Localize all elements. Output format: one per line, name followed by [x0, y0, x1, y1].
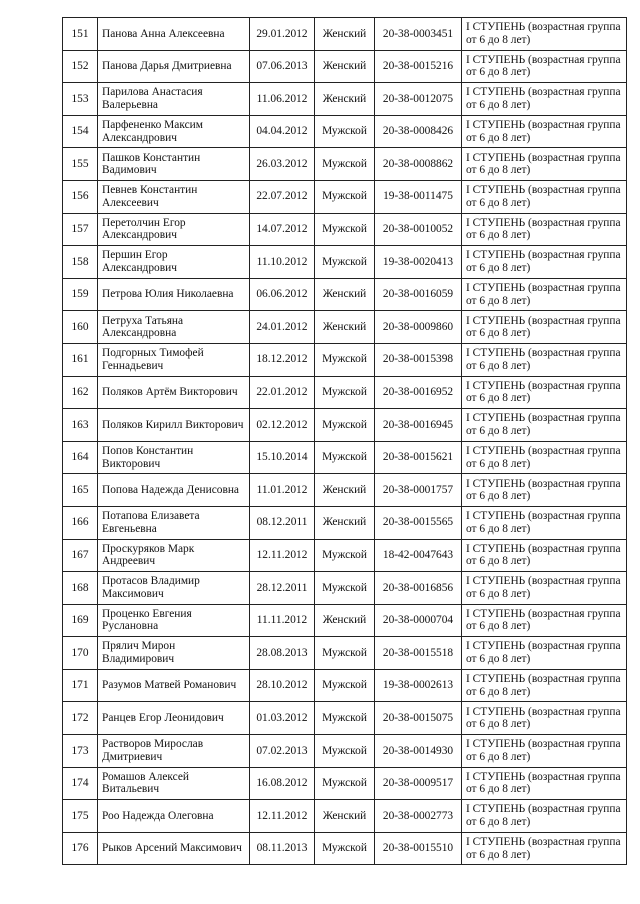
gto-level-cell: I СТУПЕНЬ (возрастная группа от 6 до 8 лет)	[462, 376, 627, 409]
row-number-cell: 158	[63, 246, 98, 279]
table-row	[63, 832, 627, 865]
full-name-cell: Ранцев Егор Леонидович	[98, 702, 250, 735]
gender-cell: Мужской	[315, 148, 375, 181]
full-name-cell: Пашков Константин Вадимович	[98, 148, 250, 181]
uin-number-cell: 20-38-0008426	[375, 115, 462, 148]
gender-cell: Мужской	[315, 246, 375, 279]
row-number-cell: 154	[63, 115, 98, 148]
row-number-cell: 164	[63, 441, 98, 474]
table-row	[63, 539, 627, 572]
birth-date-cell: 12.11.2012	[250, 800, 315, 833]
full-name-cell: Певнев Константин Алексеевич	[98, 180, 250, 213]
row-number-cell: 174	[63, 767, 98, 800]
uin-number-cell: 20-38-0015216	[375, 50, 462, 83]
gto-level-cell: I СТУПЕНЬ (возрастная группа от 6 до 8 лет)	[462, 18, 627, 51]
uin-number-cell: 20-38-0016059	[375, 278, 462, 311]
uin-number-cell: 20-38-0001757	[375, 474, 462, 507]
full-name-cell: Растворов Мирослав Дмитриевич	[98, 735, 250, 768]
row-number-cell: 159	[63, 278, 98, 311]
birth-date-cell: 26.03.2012	[250, 148, 315, 181]
table-row	[63, 409, 627, 442]
full-name-cell: Петруха Татьяна Александровна	[98, 311, 250, 344]
gto-level-cell: I СТУПЕНЬ (возрастная группа от 6 до 8 лет)	[462, 539, 627, 572]
full-name-cell: Першин Егор Александрович	[98, 246, 250, 279]
birth-date-cell: 22.01.2012	[250, 376, 315, 409]
gto-level-cell: I СТУПЕНЬ (возрастная группа от 6 до 8 лет)	[462, 735, 627, 768]
birth-date-cell: 01.03.2012	[250, 702, 315, 735]
uin-number-cell: 20-38-0016945	[375, 409, 462, 442]
uin-number-cell: 20-38-0015398	[375, 343, 462, 376]
uin-number-cell: 20-38-0003451	[375, 18, 462, 51]
table-row	[63, 148, 627, 181]
gender-cell: Мужской	[315, 572, 375, 605]
full-name-cell: Парфененко Максим Александрович	[98, 115, 250, 148]
full-name-cell: Рыков Арсений Максимович	[98, 832, 250, 865]
gender-cell: Женский	[315, 506, 375, 539]
gto-level-cell: I СТУПЕНЬ (возрастная группа от 6 до 8 лет)	[462, 572, 627, 605]
full-name-cell: Потапова Елизавета Евгеньевна	[98, 506, 250, 539]
table-row	[63, 735, 627, 768]
full-name-cell: Подгорных Тимофей Геннадьевич	[98, 343, 250, 376]
table-row	[63, 278, 627, 311]
row-number-cell: 172	[63, 702, 98, 735]
birth-date-cell: 16.08.2012	[250, 767, 315, 800]
uin-number-cell: 19-38-0020413	[375, 246, 462, 279]
gto-level-cell: I СТУПЕНЬ (возрастная группа от 6 до 8 лет)	[462, 83, 627, 116]
gto-level-cell: I СТУПЕНЬ (возрастная группа от 6 до 8 лет)	[462, 604, 627, 637]
row-number-cell: 166	[63, 506, 98, 539]
table-row	[63, 246, 627, 279]
uin-number-cell: 20-38-0014930	[375, 735, 462, 768]
table-row	[63, 18, 627, 51]
table-row	[63, 83, 627, 116]
table-row	[63, 115, 627, 148]
gender-cell: Мужской	[315, 115, 375, 148]
full-name-cell: Перетолчин Егор Александрович	[98, 213, 250, 246]
full-name-cell: Попова Надежда Денисовна	[98, 474, 250, 507]
gto-level-cell: I СТУПЕНЬ (возрастная группа от 6 до 8 лет)	[462, 702, 627, 735]
birth-date-cell: 14.07.2012	[250, 213, 315, 246]
gender-cell: Женский	[315, 18, 375, 51]
gender-cell: Женский	[315, 474, 375, 507]
gto-level-cell: I СТУПЕНЬ (возрастная группа от 6 до 8 лет)	[462, 767, 627, 800]
table-row	[63, 311, 627, 344]
full-name-cell: Протасов Владимир Максимович	[98, 572, 250, 605]
gender-cell: Мужской	[315, 213, 375, 246]
birth-date-cell: 18.12.2012	[250, 343, 315, 376]
uin-number-cell: 20-38-0009860	[375, 311, 462, 344]
gto-level-cell: I СТУПЕНЬ (возрастная группа от 6 до 8 лет)	[462, 343, 627, 376]
row-number-cell: 152	[63, 50, 98, 83]
gto-level-cell: I СТУПЕНЬ (возрастная группа от 6 до 8 лет)	[462, 637, 627, 670]
birth-date-cell: 11.01.2012	[250, 474, 315, 507]
gender-cell: Мужской	[315, 832, 375, 865]
full-name-cell: Поляков Артём Викторович	[98, 376, 250, 409]
full-name-cell: Парилова Анастасия Валерьевна	[98, 83, 250, 116]
row-number-cell: 151	[63, 18, 98, 51]
table-row	[63, 637, 627, 670]
birth-date-cell: 11.11.2012	[250, 604, 315, 637]
table-row	[63, 441, 627, 474]
table-row	[63, 767, 627, 800]
uin-number-cell: 19-38-0002613	[375, 669, 462, 702]
full-name-cell: Попов Константин Викторович	[98, 441, 250, 474]
birth-date-cell: 28.10.2012	[250, 669, 315, 702]
row-number-cell: 163	[63, 409, 98, 442]
birth-date-cell: 29.01.2012	[250, 18, 315, 51]
row-number-cell: 153	[63, 83, 98, 116]
uin-number-cell: 20-38-0016952	[375, 376, 462, 409]
gto-level-cell: I СТУПЕНЬ (возрастная группа от 6 до 8 лет)	[462, 180, 627, 213]
uin-number-cell: 20-38-0015518	[375, 637, 462, 670]
gto-level-cell: I СТУПЕНЬ (возрастная группа от 6 до 8 лет)	[462, 213, 627, 246]
gto-level-cell: I СТУПЕНЬ (возрастная группа от 6 до 8 лет)	[462, 311, 627, 344]
birth-date-cell: 02.12.2012	[250, 409, 315, 442]
uin-number-cell: 19-38-0011475	[375, 180, 462, 213]
table-row	[63, 180, 627, 213]
full-name-cell: Панова Дарья Дмитриевна	[98, 50, 250, 83]
full-name-cell: Роо Надежда Олеговна	[98, 800, 250, 833]
birth-date-cell: 08.12.2011	[250, 506, 315, 539]
full-name-cell: Прялич Мирон Владимирович	[98, 637, 250, 670]
gto-level-cell: I СТУПЕНЬ (возрастная группа от 6 до 8 лет)	[462, 832, 627, 865]
uin-number-cell: 20-38-0015075	[375, 702, 462, 735]
row-number-cell: 165	[63, 474, 98, 507]
full-name-cell: Проценко Евгения Руслановна	[98, 604, 250, 637]
birth-date-cell: 24.01.2012	[250, 311, 315, 344]
birth-date-cell: 22.07.2012	[250, 180, 315, 213]
row-number-cell: 162	[63, 376, 98, 409]
row-number-cell: 156	[63, 180, 98, 213]
table-row	[63, 800, 627, 833]
birth-date-cell: 28.08.2013	[250, 637, 315, 670]
row-number-cell: 167	[63, 539, 98, 572]
row-number-cell: 168	[63, 572, 98, 605]
participants-table	[62, 17, 627, 865]
row-number-cell: 171	[63, 669, 98, 702]
full-name-cell: Панова Анна Алексеевна	[98, 18, 250, 51]
uin-number-cell: 20-38-0015621	[375, 441, 462, 474]
birth-date-cell: 06.06.2012	[250, 278, 315, 311]
gender-cell: Мужской	[315, 735, 375, 768]
row-number-cell: 157	[63, 213, 98, 246]
full-name-cell: Петрова Юлия Николаевна	[98, 278, 250, 311]
uin-number-cell: 20-38-0016856	[375, 572, 462, 605]
table-row	[63, 213, 627, 246]
gender-cell: Мужской	[315, 702, 375, 735]
table-row	[63, 669, 627, 702]
birth-date-cell: 12.11.2012	[250, 539, 315, 572]
birth-date-cell: 07.02.2013	[250, 735, 315, 768]
birth-date-cell: 04.04.2012	[250, 115, 315, 148]
table-row	[63, 572, 627, 605]
uin-number-cell: 20-38-0015565	[375, 506, 462, 539]
row-number-cell: 161	[63, 343, 98, 376]
gender-cell: Мужской	[315, 343, 375, 376]
gto-level-cell: I СТУПЕНЬ (возрастная группа от 6 до 8 лет)	[462, 409, 627, 442]
birth-date-cell: 07.06.2013	[250, 50, 315, 83]
birth-date-cell: 15.10.2014	[250, 441, 315, 474]
uin-number-cell: 20-38-0008862	[375, 148, 462, 181]
full-name-cell: Поляков Кирилл Викторович	[98, 409, 250, 442]
full-name-cell: Ромашов Алексей Витальевич	[98, 767, 250, 800]
uin-number-cell: 18-42-0047643	[375, 539, 462, 572]
table-row	[63, 376, 627, 409]
table-row	[63, 506, 627, 539]
uin-number-cell: 20-38-0002773	[375, 800, 462, 833]
gender-cell: Мужской	[315, 409, 375, 442]
gender-cell: Мужской	[315, 767, 375, 800]
full-name-cell: Разумов Матвей Романович	[98, 669, 250, 702]
gender-cell: Женский	[315, 278, 375, 311]
table-body	[63, 18, 627, 865]
gto-level-cell: I СТУПЕНЬ (возрастная группа от 6 до 8 лет)	[462, 278, 627, 311]
birth-date-cell: 28.12.2011	[250, 572, 315, 605]
birth-date-cell: 08.11.2013	[250, 832, 315, 865]
gto-level-cell: I СТУПЕНЬ (возрастная группа от 6 до 8 лет)	[462, 115, 627, 148]
birth-date-cell: 11.06.2012	[250, 83, 315, 116]
row-number-cell: 169	[63, 604, 98, 637]
table-row	[63, 604, 627, 637]
gender-cell: Женский	[315, 83, 375, 116]
gto-level-cell: I СТУПЕНЬ (возрастная группа от 6 до 8 лет)	[462, 148, 627, 181]
uin-number-cell: 20-38-0015510	[375, 832, 462, 865]
gto-level-cell: I СТУПЕНЬ (возрастная группа от 6 до 8 лет)	[462, 50, 627, 83]
gto-level-cell: I СТУПЕНЬ (возрастная группа от 6 до 8 лет)	[462, 246, 627, 279]
gender-cell: Мужской	[315, 441, 375, 474]
gender-cell: Мужской	[315, 637, 375, 670]
gender-cell: Женский	[315, 800, 375, 833]
table-row	[63, 474, 627, 507]
gender-cell: Мужской	[315, 539, 375, 572]
row-number-cell: 160	[63, 311, 98, 344]
gender-cell: Мужской	[315, 669, 375, 702]
uin-number-cell: 20-38-0010052	[375, 213, 462, 246]
gto-level-cell: I СТУПЕНЬ (возрастная группа от 6 до 8 лет)	[462, 800, 627, 833]
row-number-cell: 176	[63, 832, 98, 865]
row-number-cell: 170	[63, 637, 98, 670]
uin-number-cell: 20-38-0012075	[375, 83, 462, 116]
gender-cell: Мужской	[315, 376, 375, 409]
uin-number-cell: 20-38-0000704	[375, 604, 462, 637]
gto-level-cell: I СТУПЕНЬ (возрастная группа от 6 до 8 лет)	[462, 506, 627, 539]
gender-cell: Женский	[315, 50, 375, 83]
table-row	[63, 343, 627, 376]
birth-date-cell: 11.10.2012	[250, 246, 315, 279]
row-number-cell: 155	[63, 148, 98, 181]
gender-cell: Женский	[315, 604, 375, 637]
gto-level-cell: I СТУПЕНЬ (возрастная группа от 6 до 8 лет)	[462, 441, 627, 474]
row-number-cell: 175	[63, 800, 98, 833]
gto-level-cell: I СТУПЕНЬ (возрастная группа от 6 до 8 лет)	[462, 669, 627, 702]
gender-cell: Женский	[315, 311, 375, 344]
uin-number-cell: 20-38-0009517	[375, 767, 462, 800]
full-name-cell: Проскуряков Марк Андреевич	[98, 539, 250, 572]
gto-level-cell: I СТУПЕНЬ (возрастная группа от 6 до 8 лет)	[462, 474, 627, 507]
row-number-cell: 173	[63, 735, 98, 768]
table-row	[63, 702, 627, 735]
gender-cell: Мужской	[315, 180, 375, 213]
table-row	[63, 50, 627, 83]
